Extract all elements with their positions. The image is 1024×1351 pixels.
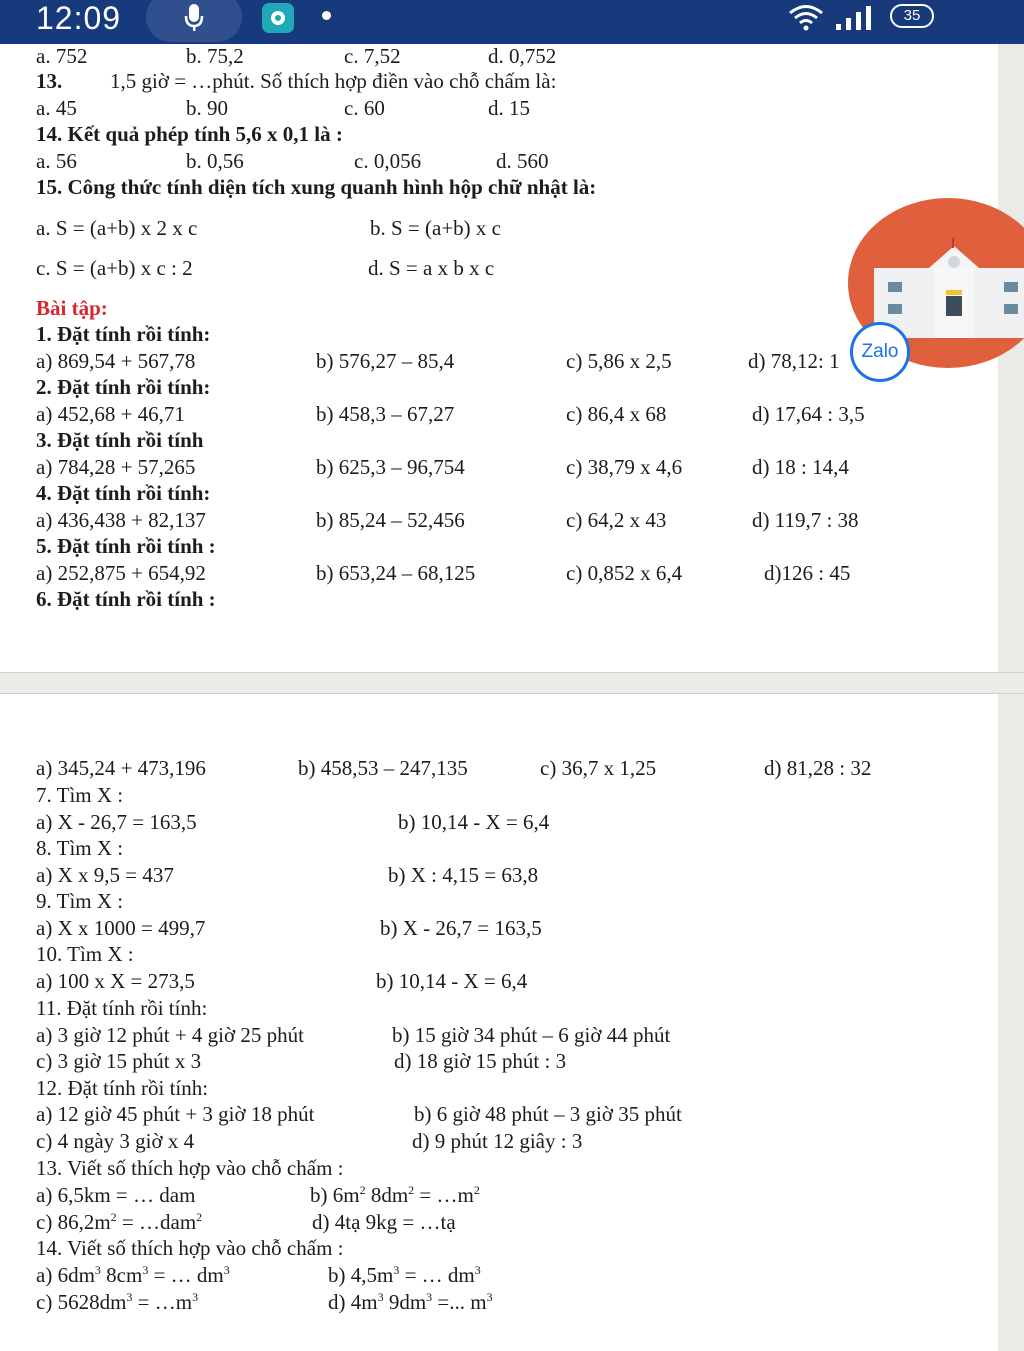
school-building-icon — [874, 238, 1024, 338]
page-separator — [0, 672, 1024, 694]
ex13-c — [36, 1210, 202, 1234]
q14-option-c: c. 0,056 — [354, 149, 422, 173]
ex13-title: 13. Viết số thích hợp vào chỗ chấm : — [36, 1156, 344, 1180]
signal-icon — [834, 4, 878, 37]
ex12-d: d) 9 phút 12 giây : 3 — [412, 1129, 583, 1153]
ex14-d-exp3: 3 — [486, 1290, 493, 1304]
ex13-c-part2: = …dam — [116, 1210, 197, 1234]
ex6-a: a) 345,24 + 473,196 — [36, 756, 206, 780]
ex13-c-exp2: 2 — [196, 1210, 203, 1224]
ex8-a: a) X x 9,5 = 437 — [36, 863, 174, 887]
ex9-title: 9. Tìm X : — [36, 889, 124, 913]
exercises-heading: Bài tập: — [36, 296, 108, 320]
ex12-title: 12. Đặt tính rồi tính: — [36, 1076, 209, 1100]
ex5-b: b) 653,24 – 68,125 — [316, 561, 476, 585]
q14-option-b: b. 0,56 — [186, 149, 244, 173]
notification-dot-icon — [322, 11, 331, 20]
ex14-b-part2: = … dm — [399, 1263, 475, 1287]
ex14-a-exp1: 3 — [94, 1263, 101, 1277]
ex9-b: b) X - 26,7 = 163,5 — [380, 916, 542, 940]
ex6-b: b) 458,53 – 247,135 — [298, 756, 468, 780]
q14-question — [36, 122, 343, 146]
q15-option-a: a. S = (a+b) x 2 x c — [36, 216, 198, 240]
ex14-c — [36, 1290, 198, 1314]
ex13-b-part2: 8dm — [365, 1183, 409, 1207]
ex14-a-part2: 8cm — [100, 1263, 143, 1287]
status-bar — [0, 0, 1024, 44]
battery-level: 35 — [890, 4, 934, 28]
ex1-c: c) 5,86 x 2,5 — [566, 349, 672, 373]
ex11-c: c) 3 giờ 15 phút x 3 — [36, 1049, 202, 1073]
ex13-b-exp2: 2 — [408, 1183, 415, 1197]
q14-option-a: a. 56 — [36, 149, 77, 173]
q12-option-c: c. 7,52 — [344, 44, 401, 68]
ex14-d — [328, 1290, 493, 1314]
q13-number: 13. — [36, 69, 63, 93]
ex12-b: b) 6 giờ 48 phút – 3 giờ 35 phút — [414, 1102, 682, 1126]
ex7-title: 7. Tìm X : — [36, 783, 124, 807]
ex3-b: b) 625,3 – 96,754 — [316, 455, 465, 479]
q13-option-c: c. 60 — [344, 96, 385, 120]
ex5-c: c) 0,852 x 6,4 — [566, 561, 683, 585]
ex6-title: 6. Đặt tính rồi tính : — [36, 587, 216, 611]
ex8-b: b) X : 4,15 = 63,8 — [388, 863, 539, 887]
ex1-d: d) 78,12: 1 — [748, 349, 840, 373]
ex5-d: d)126 : 45 — [764, 561, 851, 585]
ex14-title: 14. Viết số thích hợp vào chỗ chấm : — [36, 1236, 344, 1260]
ex13-d: d) 4tạ 9kg = …tạ — [312, 1210, 456, 1234]
q12-option-b: b. 75,2 — [186, 44, 244, 68]
app-notification-icon — [262, 3, 294, 33]
ex6-d: d) 81,28 : 32 — [764, 756, 872, 780]
ex14-d-part2: 9dm — [383, 1290, 427, 1314]
ex14-c-part1: c) 5628dm — [36, 1290, 127, 1314]
q12-option-d: d. 0,752 — [488, 44, 557, 68]
ex10-b: b) 10,14 - X = 6,4 — [376, 969, 528, 993]
q13-question: 1,5 giờ = …phút. Số thích hợp điền vào chỗ chấm là: — [110, 69, 557, 93]
ex14-c-exp2: 3 — [192, 1290, 199, 1304]
ex4-d: d) 119,7 : 38 — [752, 508, 859, 532]
ex10-title: 10. Tìm X : — [36, 942, 134, 966]
ex4-b: b) 85,24 – 52,456 — [316, 508, 465, 532]
ex3-c: c) 38,79 x 4,6 — [566, 455, 683, 479]
ex14-a-exp3: 3 — [223, 1263, 230, 1277]
ex13-b-part3: = …m — [414, 1183, 474, 1207]
ex14-a — [36, 1263, 230, 1287]
ex4-a: a) 436,438 + 82,137 — [36, 508, 206, 532]
document-page-2 — [0, 694, 998, 1351]
q12-option-a: a. 752 — [36, 44, 88, 68]
ex8-title: 8. Tìm X : — [36, 836, 124, 860]
q13-option-b: b. 90 — [186, 96, 228, 120]
ex2-a: a) 452,68 + 46,71 — [36, 402, 185, 426]
ex14-b — [328, 1263, 481, 1287]
ex14-b-part1: b) 4,5m — [328, 1263, 394, 1287]
ex13-a: a) 6,5km = … dam — [36, 1183, 196, 1207]
ex1-b: b) 576,27 – 85,4 — [316, 349, 455, 373]
ex13-b-exp3: 2 — [473, 1183, 480, 1197]
ex13-b — [310, 1183, 480, 1207]
microphone-icon[interactable] — [146, 0, 242, 42]
ex1-a: a) 869,54 + 567,78 — [36, 349, 196, 373]
ex7-a: a) X - 26,7 = 163,5 — [36, 810, 197, 834]
ex14-d-exp1: 3 — [377, 1290, 384, 1304]
ex13-b-part1: b) 6m — [310, 1183, 360, 1207]
ex13-c-exp1: 2 — [110, 1210, 117, 1224]
q15-option-d: d. S = a x b x c — [368, 256, 495, 280]
ex4-c: c) 64,2 x 43 — [566, 508, 667, 532]
ex14-a-exp2: 3 — [142, 1263, 149, 1277]
ex12-a: a) 12 giờ 45 phút + 3 giờ 18 phút — [36, 1102, 315, 1126]
ex14-d-exp2: 3 — [426, 1290, 433, 1304]
ex11-b: b) 15 giờ 34 phút – 6 giờ 44 phút — [392, 1023, 671, 1047]
ex5-title: 5. Đặt tính rồi tính : — [36, 534, 216, 558]
ex3-title: 3. Đặt tính rồi tính — [36, 428, 204, 452]
ex14-d-part3: =... m — [432, 1290, 487, 1314]
ex2-d: d) 17,64 : 3,5 — [752, 402, 865, 426]
ex1-title: 1. Đặt tính rồi tính: — [36, 322, 211, 346]
ex12-c: c) 4 ngày 3 giờ x 4 — [36, 1129, 195, 1153]
ex14-c-part2: = …m — [132, 1290, 193, 1314]
ex14-c-exp1: 3 — [126, 1290, 133, 1304]
ex3-a: a) 784,28 + 57,265 — [36, 455, 196, 479]
ex3-d: d) 18 : 14,4 — [752, 455, 849, 479]
ex14-b-exp1: 3 — [393, 1263, 400, 1277]
ex2-c: c) 86,4 x 68 — [566, 402, 667, 426]
q15-question: 15. Công thức tính diện tích xung quanh hình hộp chữ nhật là: — [36, 175, 597, 199]
wifi-icon — [786, 2, 826, 37]
ex4-title: 4. Đặt tính rồi tính: — [36, 481, 211, 505]
q15-option-c: c. S = (a+b) x c : 2 — [36, 256, 193, 280]
ex11-title: 11. Đặt tính rồi tính: — [36, 996, 208, 1020]
ex14-a-part1: a) 6dm — [36, 1263, 95, 1287]
document-page-1 — [0, 44, 998, 672]
zalo-badge[interactable]: Zalo — [850, 322, 910, 382]
q13-option-a: a. 45 — [36, 96, 77, 120]
ex2-title: 2. Đặt tính rồi tính: — [36, 375, 211, 399]
ex5-a: a) 252,875 + 654,92 — [36, 561, 206, 585]
ex13-b-exp1: 2 — [359, 1183, 366, 1197]
ex11-a: a) 3 giờ 12 phút + 4 giờ 25 phút — [36, 1023, 304, 1047]
ex7-b: b) 10,14 - X = 6,4 — [398, 810, 550, 834]
ex11-d: d) 18 giờ 15 phút : 3 — [394, 1049, 567, 1073]
q15-option-b: b. S = (a+b) x c — [370, 216, 501, 240]
ex9-a: a) X x 1000 = 499,7 — [36, 916, 206, 940]
ex14-a-part3: = … dm — [148, 1263, 224, 1287]
ex14-d-part1: d) 4m — [328, 1290, 378, 1314]
q14-option-d: d. 560 — [496, 149, 549, 173]
q13-option-d: d. 15 — [488, 96, 530, 120]
ex2-b: b) 458,3 – 67,27 — [316, 402, 455, 426]
clock: 12:09 — [36, 0, 122, 36]
q14-title: 14. Kết quả phép tính 5,6 x 0,1 là : — [36, 122, 343, 146]
ex14-b-exp2: 3 — [474, 1263, 481, 1277]
ex13-c-part1: c) 86,2m — [36, 1210, 111, 1234]
ex10-a: a) 100 x X = 273,5 — [36, 969, 195, 993]
ex6-c: c) 36,7 x 1,25 — [540, 756, 657, 780]
